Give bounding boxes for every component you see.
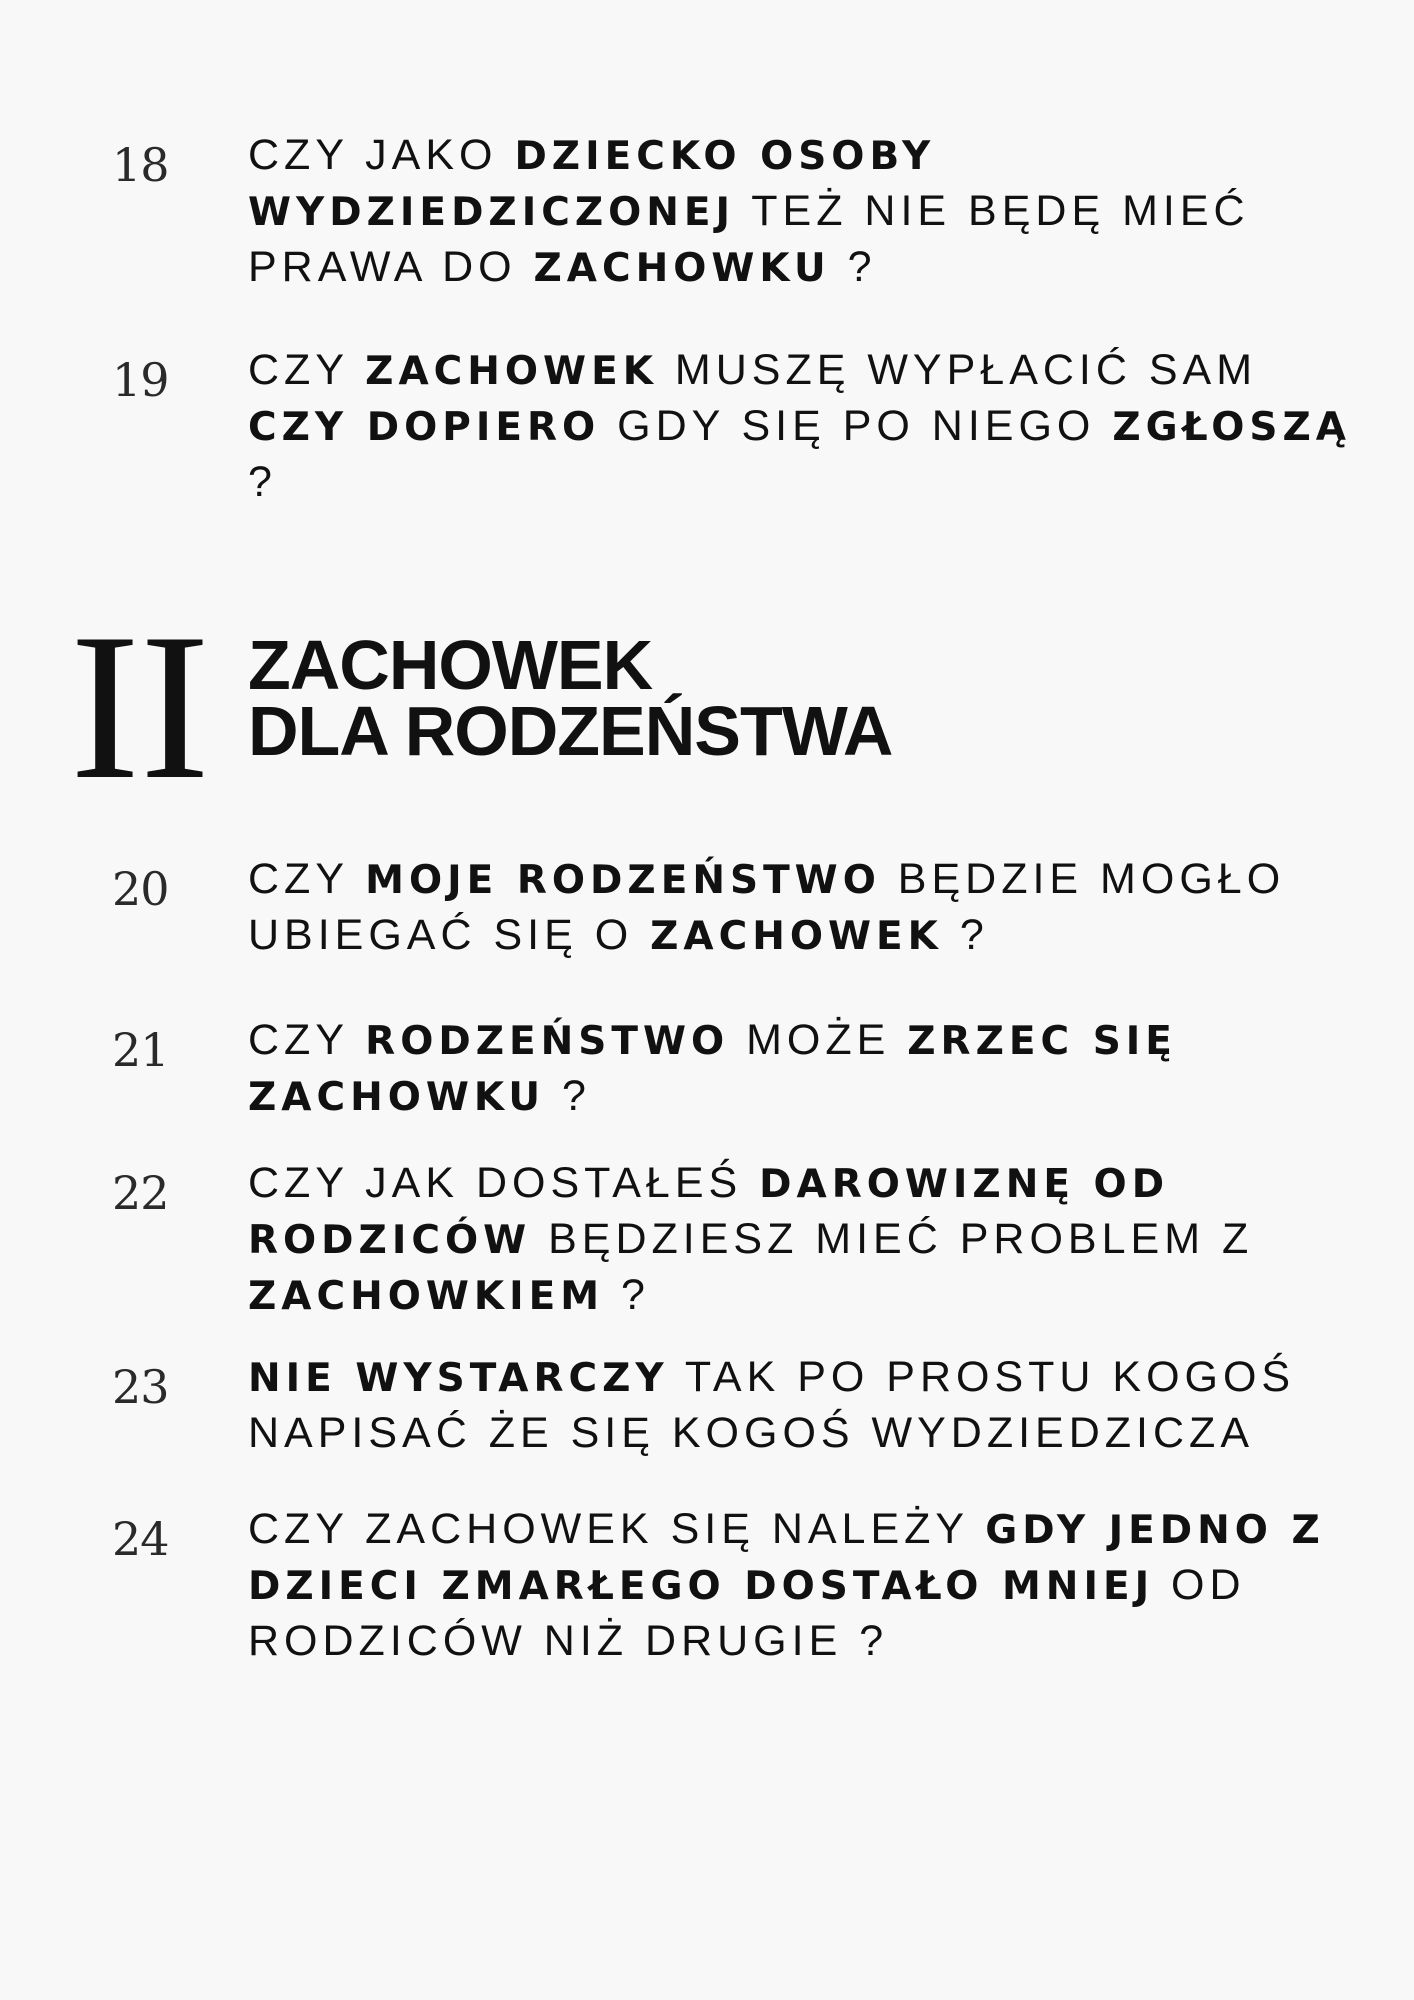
- question-number: 22: [112, 1166, 169, 1220]
- question-number: 19: [112, 353, 169, 407]
- question-number: 21: [112, 1023, 169, 1077]
- section-header: [0, 591, 1414, 823]
- question-number: 24: [112, 1512, 169, 1566]
- question-text: CZY MOJE RODZEŃSTWO BĘDZIE MOGŁO UBIEGAĆ SIĘ O ZACHOWEK ?: [248, 855, 1286, 959]
- question-text: NIE WYSTARCZY TAK PO PROSTU KOGOŚ NAPISAĆ ŻE SIĘ KOGOŚ WYDZIEDZICZA: [248, 1353, 1296, 1457]
- section-roman-numeral: II: [70, 591, 210, 823]
- question-text: CZY RODZEŃSTWO MOŻE ZRZEC SIĘ ZACHOWKU ?: [248, 1016, 1177, 1120]
- question-number: 23: [112, 1360, 169, 1414]
- question-text: CZY JAKO DZIECKO OSOBY WYDZIEDZICZONEJ TEŻ NIE BĘDĘ MIEĆ PRAWA DO ZACHOWKU ?: [248, 131, 1250, 291]
- question-text: CZY JAK DOSTAŁEŚ DAROWIZNĘ OD RODZICÓW BĘDZIESZ MIEĆ PROBLEM Z ZACHOWKIEM ?: [248, 1159, 1254, 1319]
- question-text: CZY ZACHOWEK SIĘ NALEŻY GDY JEDNO Z DZIECI ZMARŁEGO DOSTAŁO MNIEJ OD RODZICÓW NIŻ DRUGIE ?: [248, 1505, 1325, 1665]
- question-number: 20: [112, 862, 169, 916]
- question-number: 18: [112, 138, 169, 192]
- question-text: CZY ZACHOWEK MUSZĘ WYPŁACIĆ SAM CZY DOPIERO GDY SIĘ PO NIEGO ZGŁOSZĄ ?: [248, 346, 1351, 506]
- section-title-line1: ZACHOWEK: [248, 626, 653, 704]
- section-title-line2: DLA RODZEŃSTWA: [248, 692, 893, 770]
- section-title: [248, 626, 893, 770]
